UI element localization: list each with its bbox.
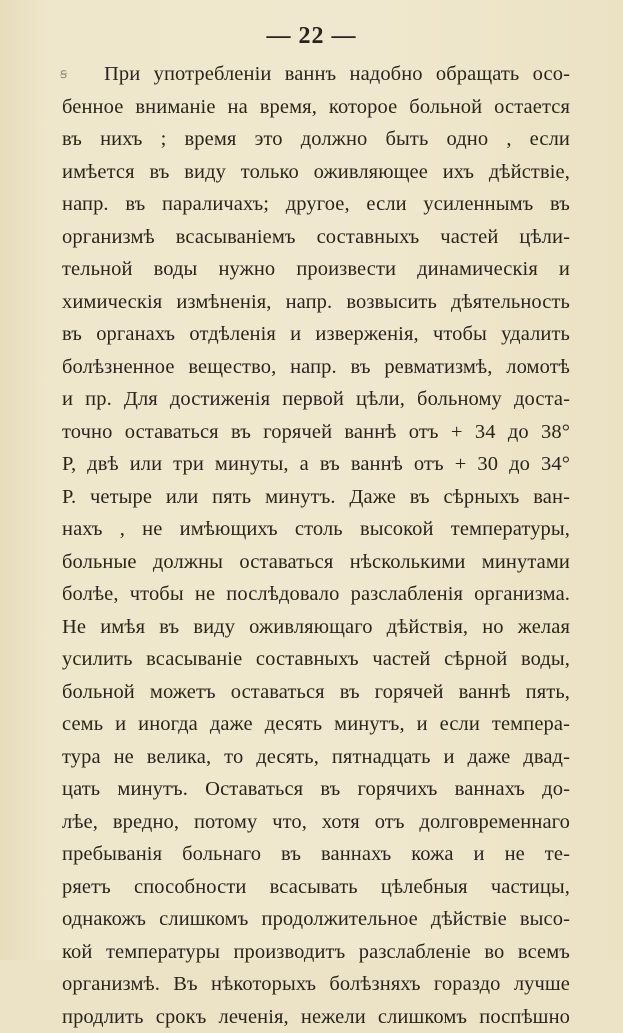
text-line: точно оставаться въ горячей ваннѣ отъ + 34 до 38° [62,416,570,449]
text-line: болѣе, чтобы не послѣдовало разслабленія организма. [62,578,570,611]
text-line: напр. въ параличахъ; другое, если усиленнымъ въ [62,188,570,221]
text-line: больной можетъ оставаться въ горячей ваннѣ пять, [62,676,570,709]
text-line: въ органахъ отдѣленія и изверженія, чтобы удалить [62,318,570,351]
text-line: Р. четыре или пять минутъ. Даже въ сѣрныхъ ван- [62,481,570,514]
text-line: Не имѣя въ виду оживляющаго дѣйствія, но желая [62,611,570,644]
stray-ink-mark: ꞩ [60,66,67,83]
text-line: больные должны оставаться нѣсколькими минутами [62,546,570,579]
text-line: нахъ , не имѣющихъ столь высокой температуры, [62,513,570,546]
text-line: бенное вниманіе на время, которое больной остается [62,91,570,124]
text-line: химическія измѣненія, напр. возвысить дѣятельность [62,286,570,319]
text-line: кой температуры производитъ разслабленіе во всемъ [62,936,570,969]
text-line: продлить срокъ леченія, нежели слишкомъ поспѣшно [62,1001,570,1033]
text-line: въ нихъ ; время это должно быть одно , если [62,123,570,156]
text-line: При употребленіи ваннъ надобно обращать осо- [62,58,570,91]
text-line: болѣзненное вещество, напр. въ ревматизмѣ, ломотѣ [62,351,570,384]
text-line: тура не велика, то десять, пятнадцать и даже двад- [62,741,570,774]
text-line: ряетъ способности всасывать цѣлебныя частицы, [62,871,570,904]
page-number: — 22 — [0,22,623,50]
text-line: семь и иногда даже десять минутъ, и если темпера- [62,708,570,741]
text-line: имѣется въ виду только оживляющее ихъ дѣйствіе, [62,156,570,189]
text-line: пребыванія больнаго въ ваннахъ кожа и не те- [62,838,570,871]
text-line: тельной воды нужно произвести динамическія и [62,253,570,286]
text-line: организмѣ. Въ нѣкоторыхъ болѣзняхъ гораздо лучше [62,968,570,1001]
text-line: однакожъ слишкомъ продолжительное дѣйствіе высо- [62,903,570,936]
text-line: и пр. Для достиженія первой цѣли, больному доста- [62,383,570,416]
text-line: Р, двѣ или три минуты, а въ ваннѣ отъ + 30 до 34° [62,448,570,481]
text-line: усилить всасываніе составныхъ частей сѣрной воды, [62,643,570,676]
body-paragraph [62,58,570,1033]
text-line: лѣе, вредно, потому что, хотя отъ долговременнаго [62,806,570,839]
text-line: организмѣ всасываніемъ составныхъ частей цѣли- [62,221,570,254]
text-line: цать минутъ. Оставаться въ горячихъ ваннахъ до- [62,773,570,806]
